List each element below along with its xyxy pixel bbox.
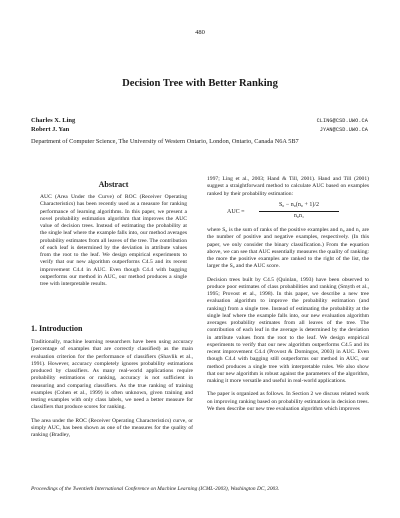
auc-formula [207, 202, 369, 226]
author-name-2: Robert J. Yan [31, 126, 70, 133]
intro-paragraph-2: The area under the ROC (Receiver Operating Characteristics) curve, or simply AUC, has been shown as one of the measures for the quality of ranking (Bradley, [31, 417, 193, 438]
right-paragraph-1: 1997; Ling et al., 2003; Hand & Till, 2001). Hand and Till (2001) suggest a straightforward method to calculate AUC based on examples ranked by their probability estimation: [207, 176, 369, 197]
author-name-1: Charles X. Ling [31, 117, 76, 124]
introduction-text [31, 339, 193, 439]
formula-numerator: S₀ − n₀(n₀ + 1)/2 [278, 202, 320, 208]
right-column-paragraph-1 [207, 176, 369, 198]
right-paragraph-2: where S₀ is the sum of ranks of the positive examples and n₀ and n₁ are the number of positive and negative examples, respectively. (In this paper, we only consider the binary classification.) From the equation above, we can see that AUC essentially measures the quality of ranking: the more the positive examples are ranked to the right of the list, the larger the S₀ and the AUC score. [207, 227, 369, 270]
right-column-body [207, 227, 369, 413]
right-paragraph-4: The paper is organized as follows. In Section 2 we discuss related work on improving ranking based on probability estimations in decision trees. We then describe our new tree evaluation algorithm which improves [207, 391, 369, 412]
paper-title: Decision Tree with Better Ranking [122, 78, 278, 89]
formula-lhs: AUC = [227, 209, 245, 215]
abstract-paragraph: AUC (Area Under the Curve) of ROC (Receiver Operating Characteristics) has been recently used as a measure for ranking performance of learning algorithms. In this paper, we present a novel probability estimation algorithm that improves the AUC value of decision trees. Instead of estimating the probability at the single leaf where the example falls into, our method averages probability estimates from all leaves of the tree. The contribution of each leaf is determined by the deviation in attribute values from the root to the leaf. We design empirical experiments to verify that our new algorithm outperforms C4.5 and its recent improvement C4.4 in AUC. Even though C4.4 with bagging outperforms our method in AUC, our method produces a single tree with interpretable results. [40, 194, 187, 287]
right-paragraph-3: Decision trees built by C4.5 (Quinlan, 1993) have been observed to produce poor estimates of class probabilities and ranking (Smyth et al., 1995; Provost et al., 1998). In this paper, we describe a new tree evaluation algorithm to improve the probability estimation (and ranking) from a single tree. Instead of estimating the probability at the single leaf where the example falls into, our new evaluation algorithm averages probability estimates from all leaves of the tree. The contribution of each leaf in the average is determined by the deviation in attribute values from the root to the leaf. We design empirical experiments to verify that our new algorithm outperforms C4.5 and its recent improvement C4.4 (Provost & Domingos, 2003) in AUC. Even though C4.4 with bagging still outperforms our method in AUC, our method produces a single tree with interpretable rules. We also show that our new algorithm is robust against the parameters of the algorithm, making it more versatile and useful in real-world applications. [207, 276, 369, 384]
author-email-2: JYAN@CSD.UWO.CA [319, 127, 368, 133]
affiliation: Department of Computer Science, The University of Western Ontario, London, Ontario, Canada N6A 5B7 [31, 138, 299, 145]
formula-denominator: n₀n₁ [293, 213, 305, 219]
abstract-heading: Abstract [98, 180, 129, 189]
abstract-text [40, 194, 187, 288]
author-email-1: CLING@CSD.UWO.CA [316, 118, 368, 124]
proceedings-footer: Proceedings of the Twentieth International Conference on Machine Learning (ICML-2003), Washington DC, 2003. [31, 486, 280, 492]
page-number: 480 [195, 29, 205, 36]
fraction-bar [259, 211, 339, 212]
introduction-heading: 1. Introduction [31, 324, 83, 333]
intro-paragraph-1: Traditionally, machine learning researchers have been using accuracy (percentage of examples that are correctly classified) as the main evaluation criterion for the performance of classifiers (Shavlik et al., 1991). However, accuracy completely ignores probability estimations produced by classifiers. As many real-world applications require probability estimations or ranking, accuracy is not sufficient in measuring and comparing classifiers. As the true ranking of training examples (Cohen et al., 1999) is often unknown, given training and testing examples with only class labels, we need a better measure for classifiers that produce scores for ranking. [31, 339, 193, 411]
